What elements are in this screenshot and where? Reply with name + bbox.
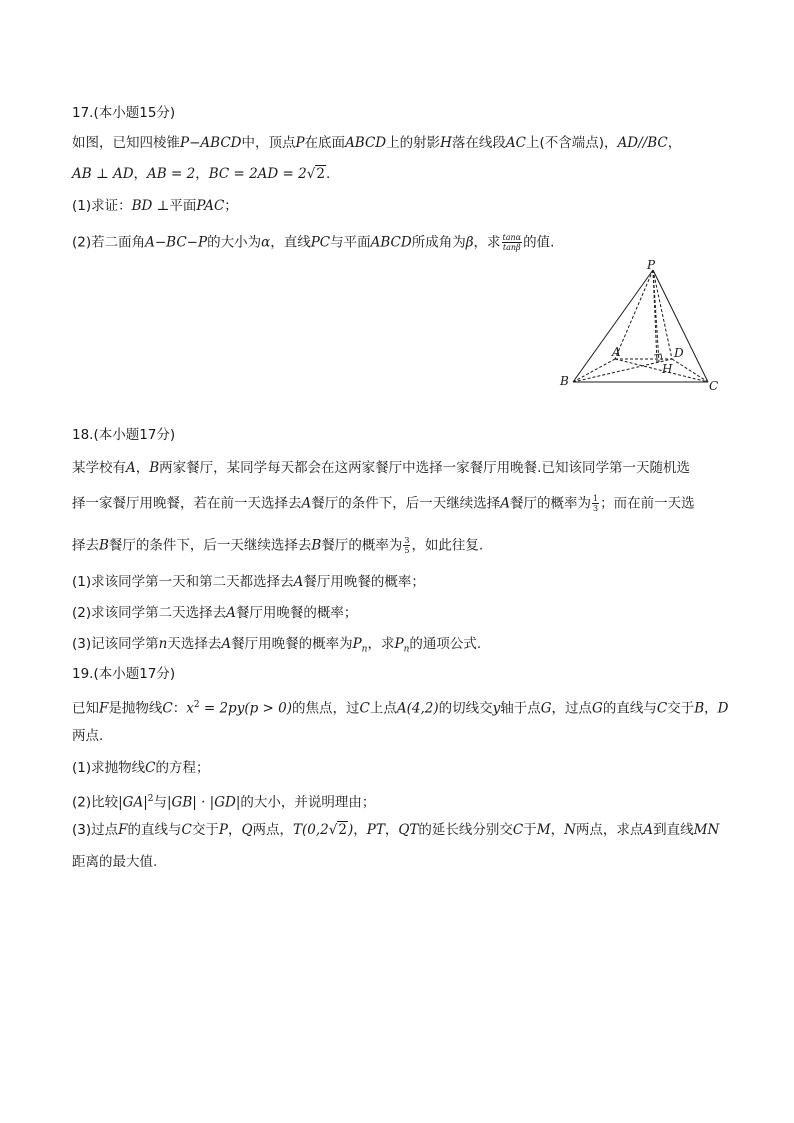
q17-intro-line1: 如图，已知四棱锥P−ABCD中，顶点P在底面ABCD上的射影H落在线段AC上(不含端点)，AD//BC， <box>72 135 682 151</box>
prob-fraction-2: $\frac{3}{5}$ <box>404 536 410 555</box>
label-p: P <box>647 258 656 272</box>
q18-part2: (2)求该同学第二天选择去A餐厅用晚餐的概率； <box>72 605 358 621</box>
q19-heading: 19.(本小题17分) <box>72 666 176 682</box>
pyramid-figure <box>555 258 725 394</box>
q17-part2: (2)若二面角A−BC−P的大小为α，直线PC与平面ABCD所成角为β，求 $\frac{\tan\alpha}{\tan\beta}$ 的值. <box>72 233 555 252</box>
prob-fraction-1: $\frac{1}{3}$ <box>593 494 599 513</box>
q17-part1: (1)求证：BD ⊥平面PAC； <box>72 198 238 214</box>
label-a: A <box>612 345 621 359</box>
q19-line4: 距离的最大值. <box>72 854 158 870</box>
label-d: D <box>674 346 684 360</box>
q18-heading: 18.(本小题17分) <box>72 427 176 443</box>
q19-part2: (2)比较$|GA|^2$与|GB| · |GD|的大小，并说明理由； <box>72 794 376 811</box>
q17-heading: 17.(本小题15分) <box>72 105 176 121</box>
label-h: H <box>662 362 673 376</box>
tan-ratio-fraction: $\frac{\tan\alpha}{\tan\beta}$ <box>502 233 522 252</box>
q18-line1: 某学校有A，B两家餐厅，某同学每天都会在这两家餐厅中选择一家餐厅用晚餐.已知该同学第一天随机选 <box>72 460 690 476</box>
q19-line2: 两点. <box>72 728 104 744</box>
q17-intro-line2: AB ⊥ AD，AB = 2，BC = 2AD = 2√2. <box>72 166 331 182</box>
q18-line3: 择去B餐厅的条件下，后一天继续选择去B餐厅的概率为 $\frac{3}{5}$ ，如此往复. <box>72 536 484 555</box>
q19-part1: (1)求抛物线C的方程； <box>72 760 210 776</box>
label-b: B <box>560 374 569 388</box>
q18-part3: (3)记该同学第n天选择去A餐厅用晚餐的概率为$P_n$，求$P_n$的通项公式. <box>72 636 482 655</box>
q18-line2: 择一家餐厅用晚餐，若在前一天选择去A餐厅的条件下，后一天继续选择A餐厅的概率为 $\frac{1}{3}$ ；而在前一天选 <box>72 494 695 513</box>
q18-part1: (1)求该同学第一天和第二天都选择去A餐厅用晚餐的概率； <box>72 574 425 590</box>
label-c: C <box>709 379 719 393</box>
q19-line1: 已知F是抛物线C：$x^2 = 2py(p > 0)$的焦点，过C上点A(4,2)的切线交y轴于点G，过点G的直线与C交于B，D <box>72 700 729 717</box>
q19-part3: (3)过点F的直线与C交于P，Q两点，T(0,2√2)，PT，QT的延长线分别交C于M，N两点，求点A到直线MN <box>72 822 720 838</box>
